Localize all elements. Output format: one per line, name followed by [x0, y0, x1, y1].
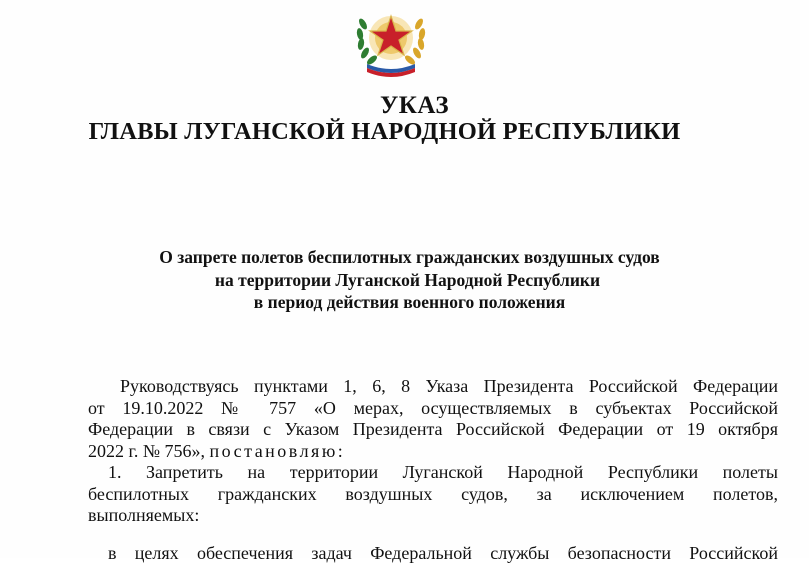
body-line: беспилотных гражданских воздушных судов, за исключением полетов,	[88, 484, 778, 506]
body-line: Федерации в связи с Указом Президента Российской Федерации от 19 октября	[88, 419, 778, 441]
body-line: от 19.10.2022 № 757 «О мерах, осуществляемых в субъектах Российской	[88, 398, 778, 420]
issuing-authority-title: ГЛАВЫ ЛУГАНСКОЙ НАРОДНОЙ РЕСПУБЛИКИ	[0, 118, 789, 146]
subject-line: О запрете полетов беспилотных гражданских воздушных судов	[10, 246, 809, 269]
body-line: 1. Запретить на территории Луганской Народной Республики полеты	[88, 462, 778, 484]
body-line: Руководствуясь пунктами 1, 6, 8 Указа Президента Российской Федерации	[88, 376, 778, 398]
document-type-title: УКАЗ	[10, 92, 809, 120]
coat-of-arms-icon	[349, 2, 433, 84]
ribbon	[367, 64, 415, 77]
body-line	[88, 441, 778, 463]
resolution-word: постановляю:	[210, 441, 346, 461]
subject-line: на территории Луганской Народной Республики	[6, 269, 809, 292]
paragraph-gap	[88, 527, 778, 543]
decree-subject	[0, 246, 809, 314]
body-line: выполняемых:	[88, 505, 778, 527]
body-line: в целях обеспечения задач Федеральной службы безопасности Российской	[88, 543, 778, 564]
body-fragment: 2022 г. № 756»,	[88, 441, 205, 461]
decree-body	[88, 376, 778, 564]
subject-line: в период действия военного положения	[10, 291, 809, 314]
